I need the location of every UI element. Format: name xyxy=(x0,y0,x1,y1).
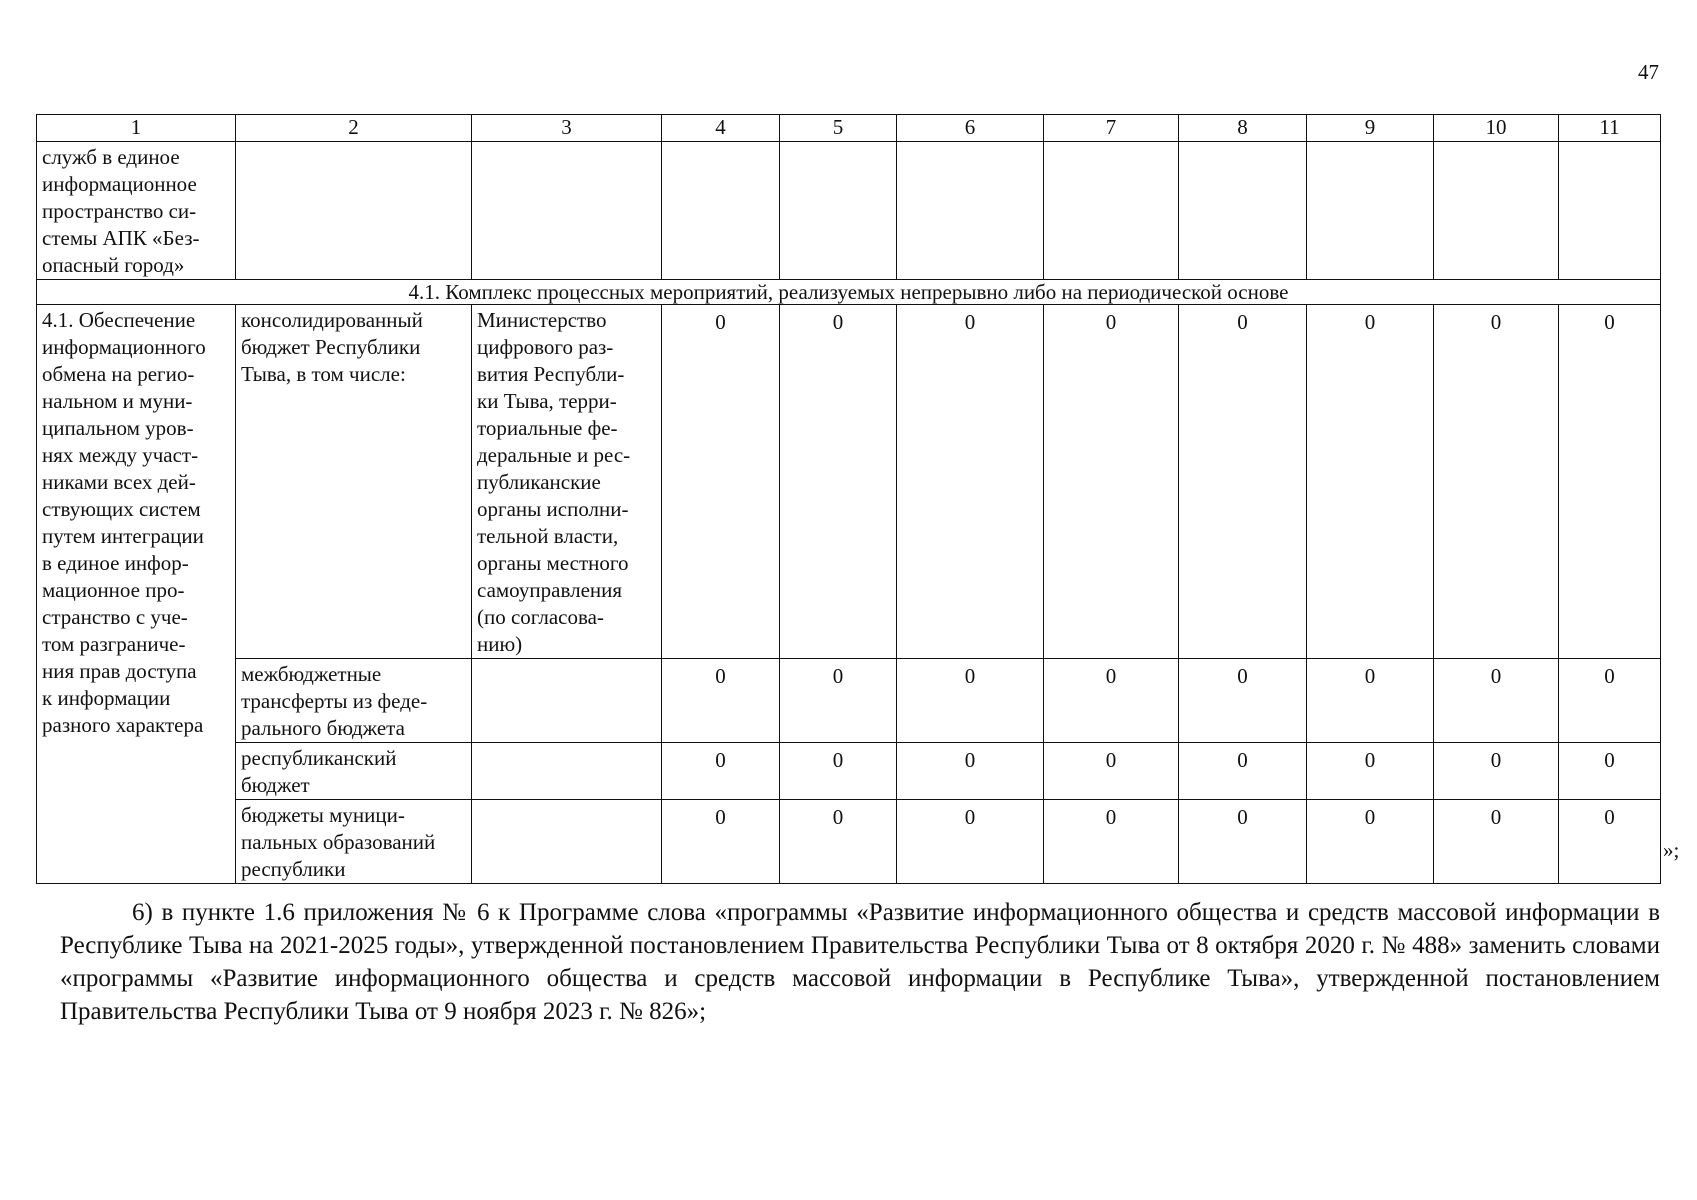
amendment-paragraph: 6) в пункте 1.6 приложения № 6 к Программе слова «программы «Развитие информационного общества и средств массовой информации в Республике Тыва на 2021-2025 годы», утвержденной постановлением Правительства Республики Тыва от 8 октября 2020 г. № 488» заменить словами «программы «Развитие информационного общества и средств массовой информации в Республике Тыва», утвержденной постановлением Правительства Республики Тыва от 9 ноября 2023 г. № 826»; xyxy=(60,899,1660,1025)
value-cell: 0 xyxy=(1559,743,1661,800)
value-cell: 0 xyxy=(1179,659,1307,743)
value-cell: 0 xyxy=(1559,800,1661,884)
column-number: 11 xyxy=(1559,115,1661,142)
funding-source: межбюджетные трансферты из феде- рального бюджета xyxy=(236,659,472,743)
column-number: 7 xyxy=(1044,115,1179,142)
column-number: 5 xyxy=(780,115,897,142)
continuation-measure-text: служб в единое информационное пространство си- стемы АПК «Без- опасный город» xyxy=(37,142,236,280)
table-cell xyxy=(472,659,662,743)
column-number: 8 xyxy=(1179,115,1307,142)
continuation-row xyxy=(37,142,1661,280)
value-cell: 0 xyxy=(1179,305,1307,659)
value-cell: 0 xyxy=(662,800,780,884)
value-cell: 0 xyxy=(897,743,1044,800)
table-cell xyxy=(472,142,662,280)
section-title: 4.1. Комплекс процессных мероприятий, реализуемых непрерывно либо на периодической основе xyxy=(37,280,1661,305)
column-number: 10 xyxy=(1434,115,1559,142)
closing-quote: »; xyxy=(1663,838,1680,862)
table-cell xyxy=(662,142,780,280)
value-cell: 0 xyxy=(1044,659,1179,743)
column-number: 9 xyxy=(1307,115,1434,142)
table-cell xyxy=(1307,142,1434,280)
value-cell: 0 xyxy=(1559,305,1661,659)
value-cell: 0 xyxy=(1307,743,1434,800)
table-row xyxy=(37,743,1661,800)
table-cell xyxy=(1434,142,1559,280)
table-row xyxy=(37,305,1661,659)
column-number: 4 xyxy=(662,115,780,142)
page-number: 47 xyxy=(1638,60,1659,84)
value-cell: 0 xyxy=(780,305,897,659)
value-cell: 0 xyxy=(1434,800,1559,884)
program-table xyxy=(36,114,1661,884)
value-cell: 0 xyxy=(1179,800,1307,884)
value-cell: 0 xyxy=(662,743,780,800)
value-cell: 0 xyxy=(1044,800,1179,884)
table-cell xyxy=(236,142,472,280)
measure-title: 4.1. Обеспечение информационного обмена на регио- нальном и муни- ципальном уров- нях между участ- никами всех дей- ствующих систем путем интеграции в единое инфор- мационное про- странство с уче- том разграниче- ния прав доступа к информации разного характера xyxy=(37,305,236,884)
table-row xyxy=(37,659,1661,743)
value-cell: 0 xyxy=(780,800,897,884)
executor: Министерство цифрового раз- вития Республи- ки Тыва, терри- ториальные фе- деральные и рес- публиканские органы исполни- тельной власти, органы местного самоуправления (по согласова- нию) xyxy=(472,305,662,659)
funding-source: бюджеты муници- пальных образований республики xyxy=(236,800,472,884)
value-cell: 0 xyxy=(1434,659,1559,743)
value-cell: 0 xyxy=(897,305,1044,659)
value-cell: 0 xyxy=(897,659,1044,743)
value-cell: 0 xyxy=(780,743,897,800)
section-row xyxy=(37,280,1661,305)
funding-source: республиканский бюджет xyxy=(236,743,472,800)
table-row xyxy=(37,800,1661,884)
value-cell: 0 xyxy=(662,659,780,743)
value-cell: 0 xyxy=(897,800,1044,884)
table-cell xyxy=(472,743,662,800)
value-cell: 0 xyxy=(1307,659,1434,743)
column-number: 6 xyxy=(897,115,1044,142)
column-number: 2 xyxy=(236,115,472,142)
value-cell: 0 xyxy=(1044,743,1179,800)
table-cell xyxy=(1179,142,1307,280)
table-cell xyxy=(472,800,662,884)
value-cell: 0 xyxy=(1179,743,1307,800)
value-cell: 0 xyxy=(1434,743,1559,800)
table-cell xyxy=(1044,142,1179,280)
funding-source: консолидированный бюджет Республики Тыва, в том числе: xyxy=(236,305,472,659)
value-cell: 0 xyxy=(1434,305,1559,659)
column-number: 3 xyxy=(472,115,662,142)
table-cell xyxy=(780,142,897,280)
value-cell: 0 xyxy=(662,305,780,659)
column-numbers-row xyxy=(37,115,1661,142)
column-number: 1 xyxy=(37,115,236,142)
value-cell: 0 xyxy=(1559,659,1661,743)
value-cell: 0 xyxy=(1307,800,1434,884)
table-cell xyxy=(1559,142,1661,280)
table-cell xyxy=(897,142,1044,280)
value-cell: 0 xyxy=(1044,305,1179,659)
value-cell: 0 xyxy=(780,659,897,743)
value-cell: 0 xyxy=(1307,305,1434,659)
